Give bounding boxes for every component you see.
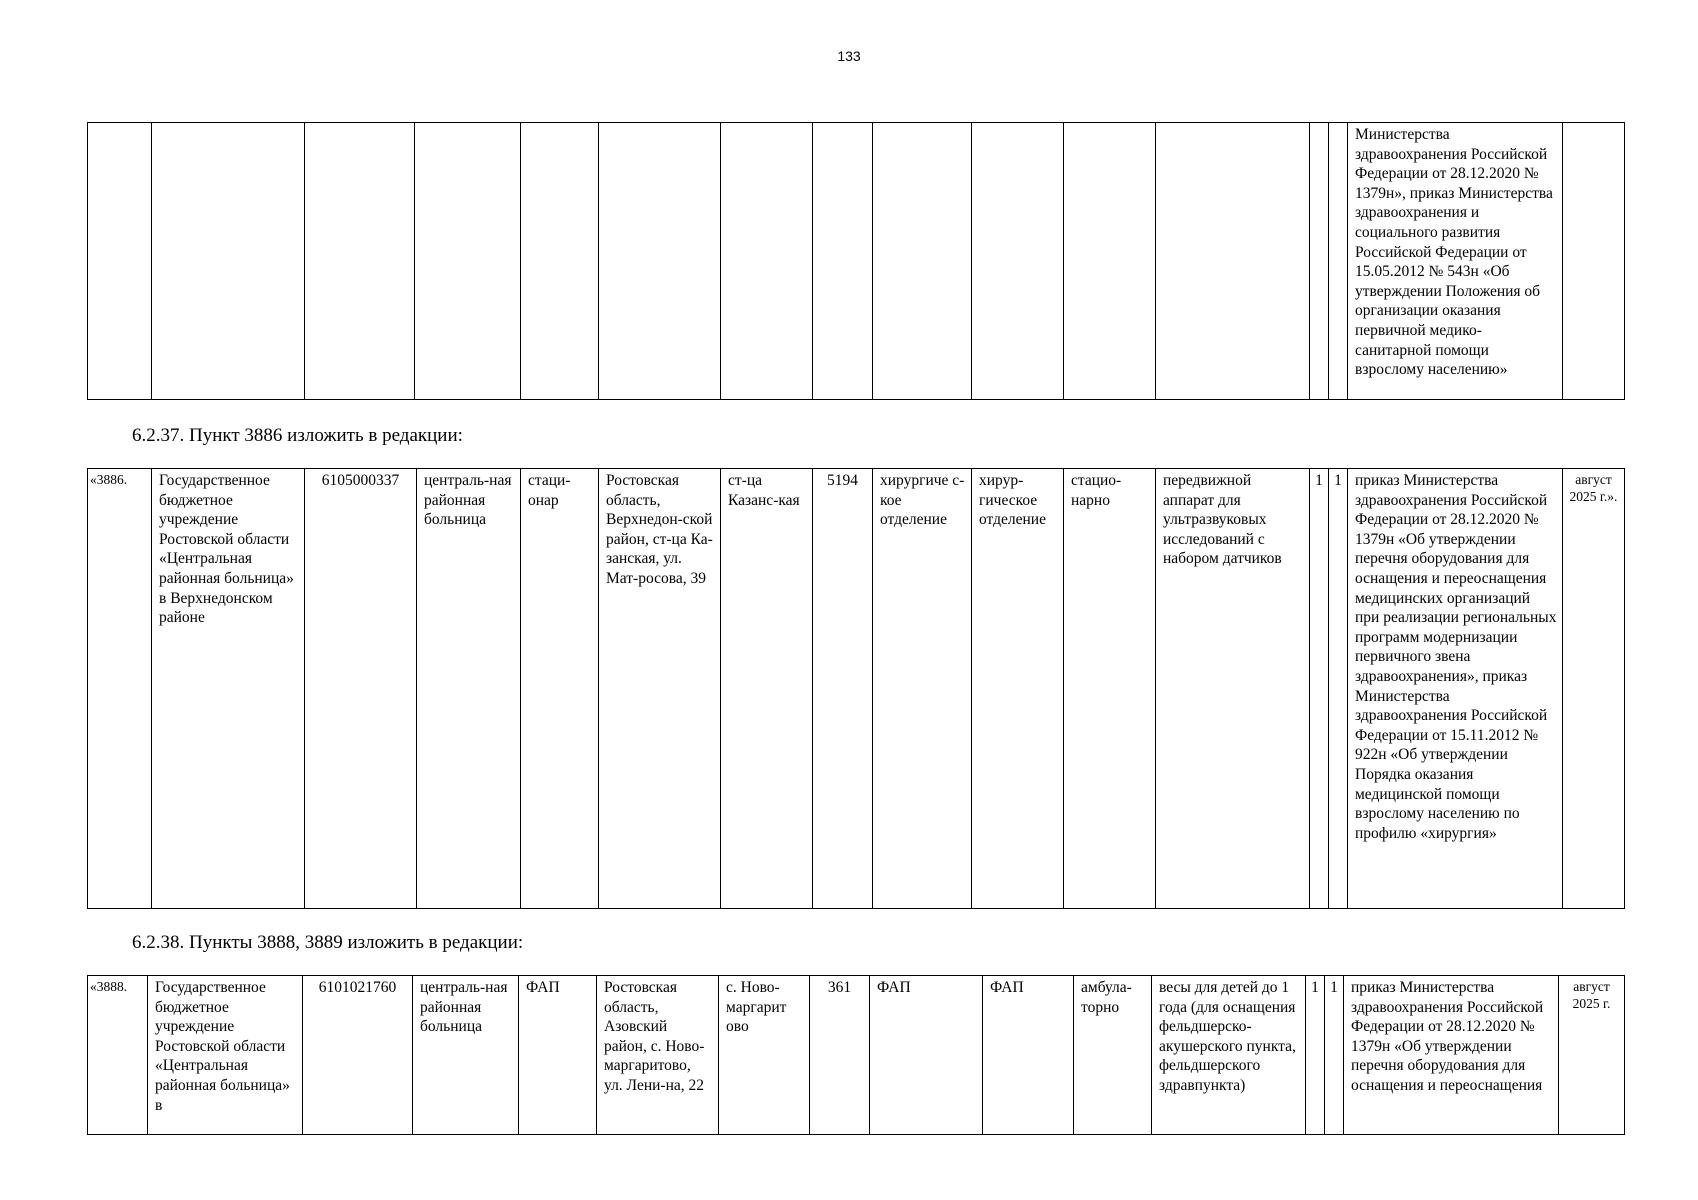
section-heading-3888: 6.2.38. Пункты 3888, 3889 изложить в редакции: [132, 932, 524, 953]
item-number-cell: «3886. [88, 469, 152, 909]
table-row [88, 123, 1625, 400]
inn-cell: 6101021760 [303, 976, 413, 1135]
continuation-table [87, 122, 1625, 400]
department-cell: хирургиче с-кое отделение [873, 469, 972, 909]
department-cell: ФАП [870, 976, 983, 1135]
population-cell: 5194 [813, 469, 873, 909]
locality-cell: с. Ново-маргарит ово [719, 976, 810, 1135]
institution-type-cell: централь-ная районная больница [413, 976, 519, 1135]
address-cell: Ростовская область, Азовский район, с. Ново-маргаритово, ул. Лени-на, 22 [597, 976, 719, 1135]
page-number: 133 [837, 48, 861, 64]
item-3888-table [87, 975, 1625, 1135]
profile-cell: ФАП [983, 976, 1074, 1135]
unit-type-cell: ФАП [519, 976, 597, 1135]
care-condition-cell: амбула-торно [1074, 976, 1152, 1135]
item-number-cell: «3888. [88, 976, 148, 1135]
locality-cell: ст-ца Казанс-кая [721, 469, 813, 909]
legal-basis-cell: приказ Министерства здравоохранения Российской Федерации от 28.12.2020 № 1379н «Об утверждении перечня оборудования для оснащения и переоснащения [1344, 976, 1559, 1135]
deadline-cell: август 2025 г.». [1563, 469, 1625, 909]
legal-basis-cell: Министерства здравоохранения Российской Федерации от 28.12.2020 № 1379н», приказ Министерства здравоохранения и социального развития Российской Федерации от 15.05.2012 № 543н «Об утверждении Положения об организации оказания первичной медико-санитарной помощи взрослому населению» [1348, 123, 1563, 400]
institution-type-cell: централь-ная районная больница [417, 469, 521, 909]
legal-basis-cell: приказ Министерства здравоохранения Российской Федерации от 28.12.2020 № 1379н «Об утверждении перечня оборудования для оснащения и переоснащения медицинских организаций при реализации региональных программ модернизации первичного звена здравоохранения», приказ Министерства здравоохранения Российской Федерации от 15.11.2012 № 922н «Об утверждении Порядка оказания медицинской помощи взрослому населению по профилю «хирургия» [1348, 469, 1563, 909]
table-row [88, 469, 1625, 909]
quantity-cell: 1 [1325, 976, 1344, 1135]
quantity-cell: 1 [1310, 469, 1329, 909]
equipment-cell: весы для детей до 1 года (для оснащения фельдшерско-акушерского пункта, фельдшерского здравпункта) [1152, 976, 1306, 1135]
equipment-cell: передвижной аппарат для ультразвуковых исследований с набором датчиков [1156, 469, 1310, 909]
address-cell: Ростовская область, Верхнедон-ской район, ст-ца Ка-занская, ул. Мат-росова, 39 [599, 469, 721, 909]
care-condition-cell: стацио-нарно [1064, 469, 1156, 909]
inn-cell: 6105000337 [305, 469, 417, 909]
unit-type-cell: стаци-онар [521, 469, 599, 909]
institution-cell: Государственное бюджетное учреждение Ростовской области «Центральная районная больница» в Верхнедонском районе [152, 469, 305, 909]
profile-cell: хирур-гическое отделение [972, 469, 1064, 909]
deadline-cell: август 2025 г. [1559, 976, 1625, 1135]
quantity-cell: 1 [1306, 976, 1325, 1135]
section-heading-3886: 6.2.37. Пункт 3886 изложить в редакции: [132, 425, 463, 446]
item-3886-table [87, 468, 1625, 909]
institution-cell: Государственное бюджетное учреждение Ростовской области «Центральная районная больница» в [148, 976, 303, 1135]
population-cell: 361 [810, 976, 870, 1135]
table-row [88, 976, 1625, 1135]
quantity-cell: 1 [1329, 469, 1348, 909]
